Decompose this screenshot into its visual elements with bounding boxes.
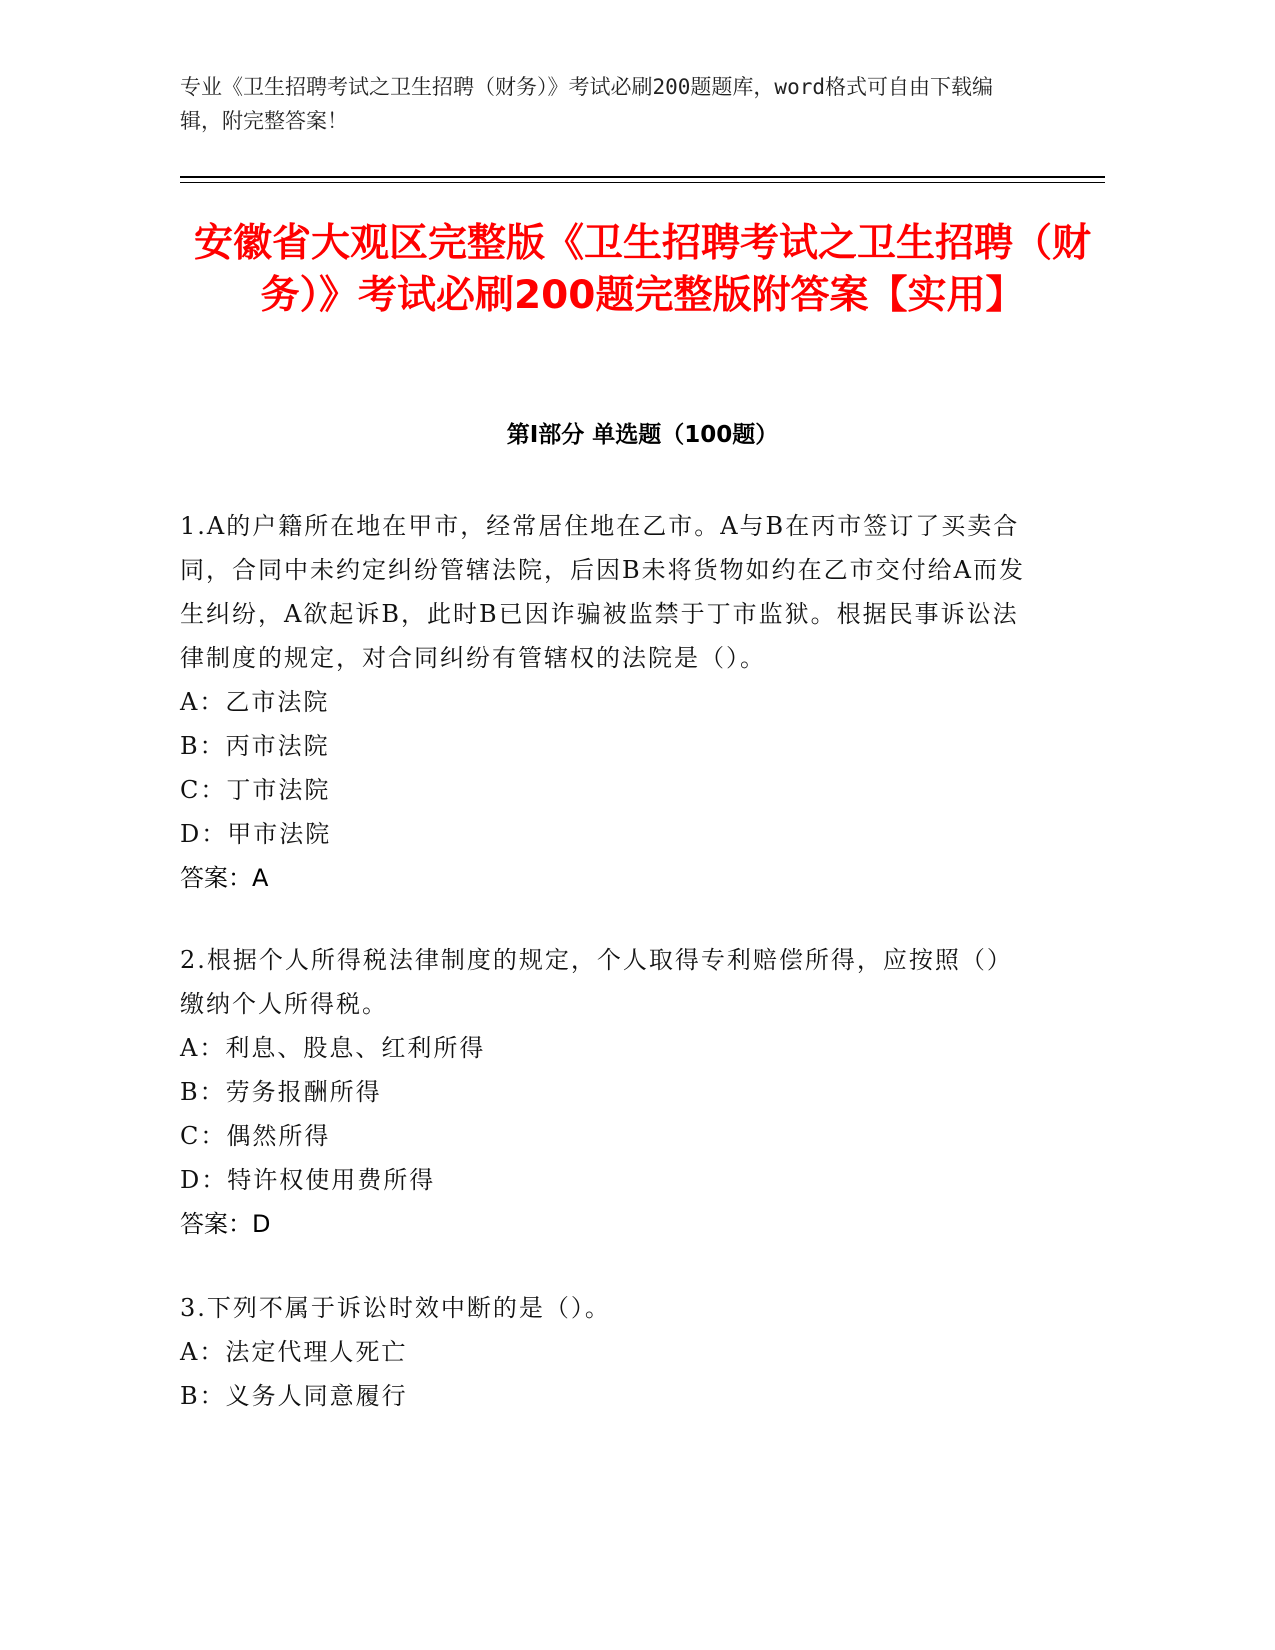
option-a: A：乙市法院 [180,688,330,716]
header-divider-thin [180,182,1105,183]
question-2 [180,938,1030,1246]
question-stem: 3.下列不属于诉讼时效中断的是（）。 [180,1294,611,1322]
question-3 [180,1286,1030,1418]
section-title: 第I部分 单选题（100题） [506,422,779,448]
header-divider-thick [180,176,1105,178]
option-d: D：甲市法院 [180,820,332,848]
option-d: D：特许权使用费所得 [180,1166,436,1194]
option-a: A：利息、股息、红利所得 [180,1034,486,1062]
answer: 答案：D [180,1210,271,1238]
option-c: C：偶然所得 [180,1122,331,1150]
document-title: 安徽省大观区完整版《卫生招聘考试之卫生招聘（财务）》考试必刷200题完整版附答案【实用】 [193,221,1091,318]
answer: 答案：A [180,864,269,892]
option-a: A：法定代理人死亡 [180,1338,408,1366]
header-note: 专业《卫生招聘考试之卫生招聘（财务）》考试必刷200题题库，word格式可自由下载编辑，附完整答案！ [180,75,993,133]
question-1 [180,504,1030,900]
question-stem: 2.根据个人所得税法律制度的规定，个人取得专利赔偿所得，应按照（）缴纳个人所得税。 [180,946,1013,1018]
option-b: B：义务人同意履行 [180,1382,408,1410]
option-b: B：丙市法院 [180,732,330,760]
option-c: C：丁市法院 [180,776,331,804]
question-stem: 1.A的户籍所在地在甲市，经常居住地在乙市。A与B在丙市签订了买卖合同，合同中未约定纠纷管辖法院，后因B未将货物如约在乙市交付给A而发生纠纷，A欲起诉B，此时B已因诈骗被监禁于丁市监狱。根据民事诉讼法律制度的规定，对合同纠纷有管辖权的法院是（）。 [180,512,1025,672]
option-b: B：劳务报酬所得 [180,1078,382,1106]
